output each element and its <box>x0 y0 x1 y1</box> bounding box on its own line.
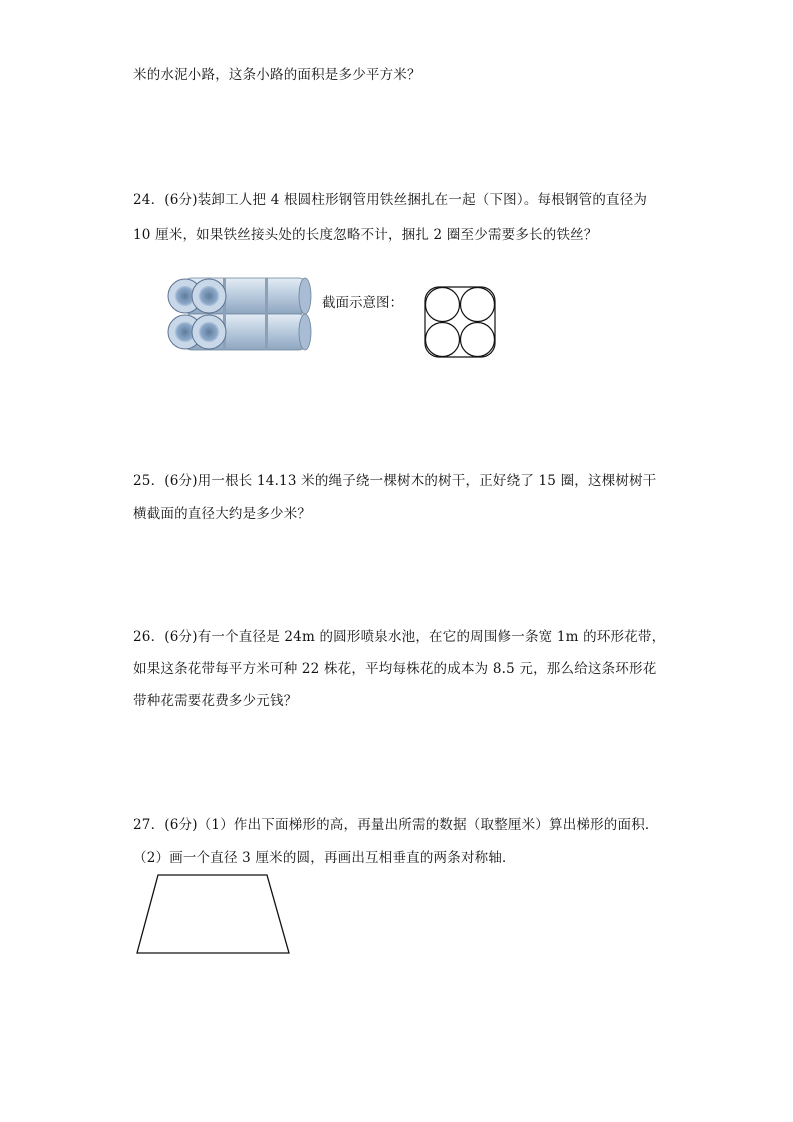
q26-text-line-3: 带种花需要花费多少元钱？ <box>133 693 298 709</box>
q26-text-line-2: 如果这条花带每平方米可种 22 株花，平均每株花的成本为 8.5 元，那么给这条环形花 <box>133 661 657 677</box>
q25-text-line-1: 25．(6分)用一根长 14.13 米的绳子绕一棵树木的树干，正好绕了 15 圈，这棵树树干 <box>133 473 657 489</box>
trapezoid-shape <box>137 875 289 953</box>
q27-text-line-2: （2）画一个直径 3 厘米的圆，再画出互相垂直的两条对称轴． <box>133 850 516 866</box>
steel-pipes-illustration <box>165 270 315 365</box>
q27-text-line-1: 27．(6分)（1）作出下面梯形的高，再量出所需的数据（取整厘米）算出梯形的面积． <box>133 817 659 833</box>
cross-section-diagram <box>420 284 500 362</box>
pipe-circle-top-left <box>426 288 460 322</box>
q23-text-line-2: 米的水泥小路，这条小路的面积是多少平方米？ <box>133 67 421 83</box>
cross-section-caption: 截面示意图： <box>322 295 403 311</box>
pipe-circle-bottom-right <box>461 323 495 357</box>
pipe-circle-top-right <box>461 288 495 322</box>
pipe-circle-bottom-left <box>426 323 460 357</box>
q24-text-line-1: 24．(6分)装卸工人把 4 根圆柱形钢管用铁丝捆扎在一起（下图）。每根钢管的直径为 <box>133 192 648 208</box>
trapezoid-figure <box>134 872 292 956</box>
q26-text-line-1: 26．(6分)有一个直径是 24m 的圆形喷泉水池，在它的周围修一条宽 1m 的环形花带， <box>133 629 666 645</box>
q24-text-line-2: 10 厘米，如果铁丝接头处的长度忽略不计，捆扎 2 圈至少需要多长的铁丝？ <box>133 227 598 243</box>
binding-outline <box>425 287 495 357</box>
q25-text-line-2: 横截面的直径大约是多少米？ <box>133 506 312 522</box>
